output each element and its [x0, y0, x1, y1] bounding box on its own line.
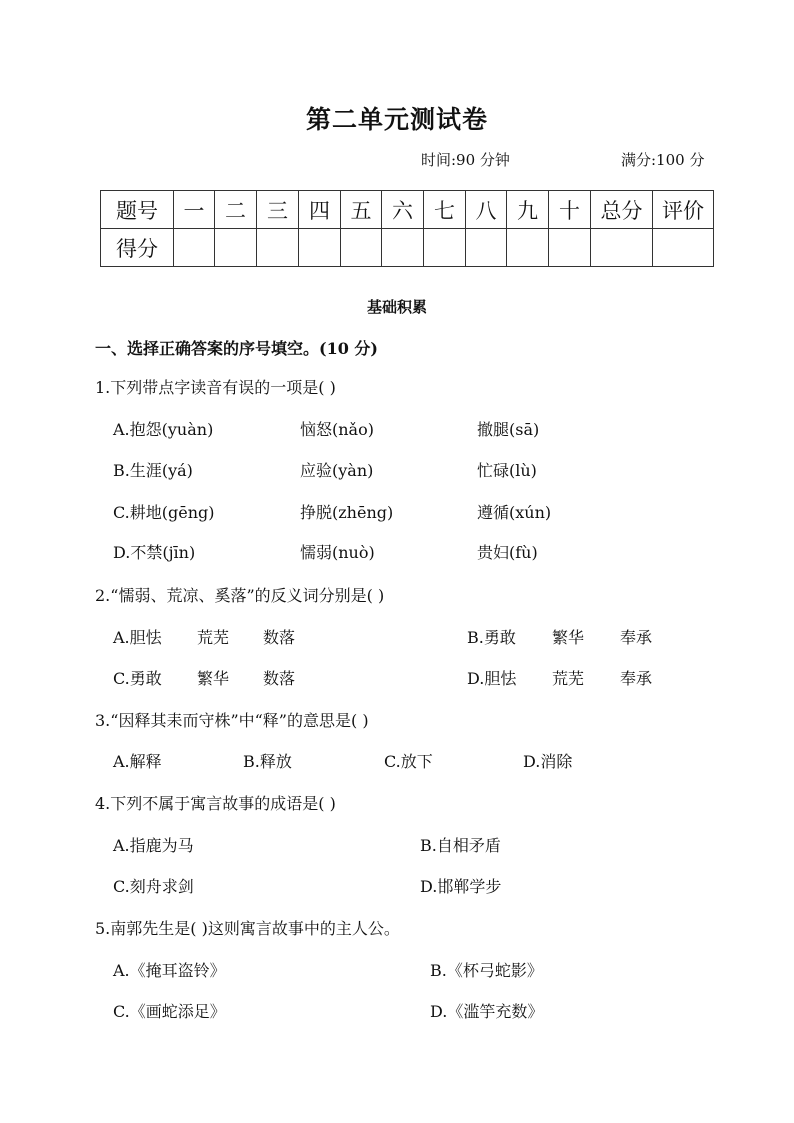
table-header-cell: 七 [424, 191, 466, 229]
q3-option-b: B.释放 [243, 752, 292, 771]
q4-option-a: A.指鹿为马 [113, 836, 194, 855]
question-3-stem: 3.“因释其耒而守株”中“释”的意思是( ) [95, 711, 369, 730]
q2-option-c-word: 数落 [263, 669, 296, 688]
section-title: 基础积累 [366, 298, 427, 316]
q1-option: 挣脱(zhēng) [300, 503, 394, 522]
score-cell[interactable] [466, 229, 507, 267]
q5-option-d: D.《滥竽充数》 [430, 1002, 544, 1021]
q5-option-a: A.《掩耳盗铃》 [113, 961, 226, 980]
exam-time: 时间:90 分钟 [421, 151, 510, 169]
q2-option-b-word: 繁华 [552, 628, 585, 647]
score-table-header-row [101, 191, 714, 229]
question-1-stem: 1.下列带点字读音有误的一项是( ) [95, 378, 336, 397]
question-4-stem: 4.下列不属于寓言故事的成语是( ) [95, 794, 336, 813]
q1-option: 贵妇(fù) [477, 543, 538, 562]
q1-option: B.生涯(yá) [113, 461, 193, 480]
score-cell[interactable] [299, 229, 341, 267]
table-header-cell: 八 [466, 191, 507, 229]
score-cell[interactable] [215, 229, 257, 267]
full-score: 满分:100 分 [621, 151, 705, 169]
score-cell[interactable] [257, 229, 299, 267]
table-header-cell: 五 [341, 191, 382, 229]
table-header-cell: 总分 [591, 191, 653, 229]
table-header-cell: 六 [382, 191, 424, 229]
q1-option: 应验(yàn) [300, 461, 374, 480]
q1-option: 忙碌(lù) [477, 461, 537, 480]
table-header-cell: 十 [549, 191, 591, 229]
score-cell[interactable] [549, 229, 591, 267]
table-header-cell: 九 [507, 191, 549, 229]
table-header-cell: 三 [257, 191, 299, 229]
q3-option-a: A.解释 [113, 752, 162, 771]
score-table [100, 190, 714, 267]
q1-option: 懦弱(nuò) [300, 543, 375, 562]
q3-option-d: D.消除 [523, 752, 573, 771]
q2-option-c-word: 繁华 [197, 669, 230, 688]
page-title: 第二单元测试卷 [305, 105, 488, 134]
table-header-cell: 四 [299, 191, 341, 229]
q1-option: 遵循(xún) [477, 503, 552, 522]
table-header-cell: 二 [215, 191, 257, 229]
table-header-cell: 评价 [653, 191, 714, 229]
q2-option-b-word: B.勇敢 [467, 628, 516, 647]
q2-option-c-word: C.勇敢 [113, 669, 162, 688]
q1-option: A.抱怨(yuàn) [113, 420, 214, 439]
score-cell[interactable] [424, 229, 466, 267]
q5-option-b: B.《杯弓蛇影》 [430, 961, 543, 980]
q2-option-d-word: 奉承 [620, 669, 653, 688]
q2-option-a-word: A.胆怯 [113, 628, 162, 647]
q2-option-a-word: 数落 [263, 628, 296, 647]
question-2-stem: 2.“懦弱、荒凉、奚落”的反义词分别是( ) [95, 586, 385, 605]
table-header-cell: 一 [174, 191, 215, 229]
score-cell[interactable] [174, 229, 215, 267]
question-5-stem: 5.南郭先生是( )这则寓言故事中的主人公。 [95, 919, 400, 938]
score-cell[interactable] [653, 229, 714, 267]
q1-option: 撤腿(sā) [477, 420, 540, 439]
q2-option-d-word: 荒芜 [552, 669, 585, 688]
table-header-cell: 题号 [101, 191, 174, 229]
part-title: 一、选择正确答案的序号填空。(10 分) [95, 339, 378, 358]
q1-option: C.耕地(gēng) [113, 503, 215, 522]
q2-option-b-word: 奉承 [620, 628, 653, 647]
q2-option-a-word: 荒芜 [197, 628, 230, 647]
q4-option-d: D.邯郸学步 [420, 877, 502, 896]
score-cell[interactable] [341, 229, 382, 267]
score-row-label: 得分 [101, 229, 174, 267]
q4-option-b: B.自相矛盾 [420, 836, 501, 855]
score-cell[interactable] [591, 229, 653, 267]
q1-option: D.不禁(jīn) [113, 543, 196, 562]
q3-option-c: C.放下 [384, 752, 433, 771]
q1-option: 恼怒(nǎo) [300, 420, 374, 439]
q2-option-d-word: D.胆怯 [467, 669, 517, 688]
score-cell[interactable] [382, 229, 424, 267]
q4-option-c: C.刻舟求剑 [113, 877, 194, 896]
score-cell[interactable] [507, 229, 549, 267]
score-table-score-row [101, 229, 714, 267]
q5-option-c: C.《画蛇添足》 [113, 1002, 226, 1021]
